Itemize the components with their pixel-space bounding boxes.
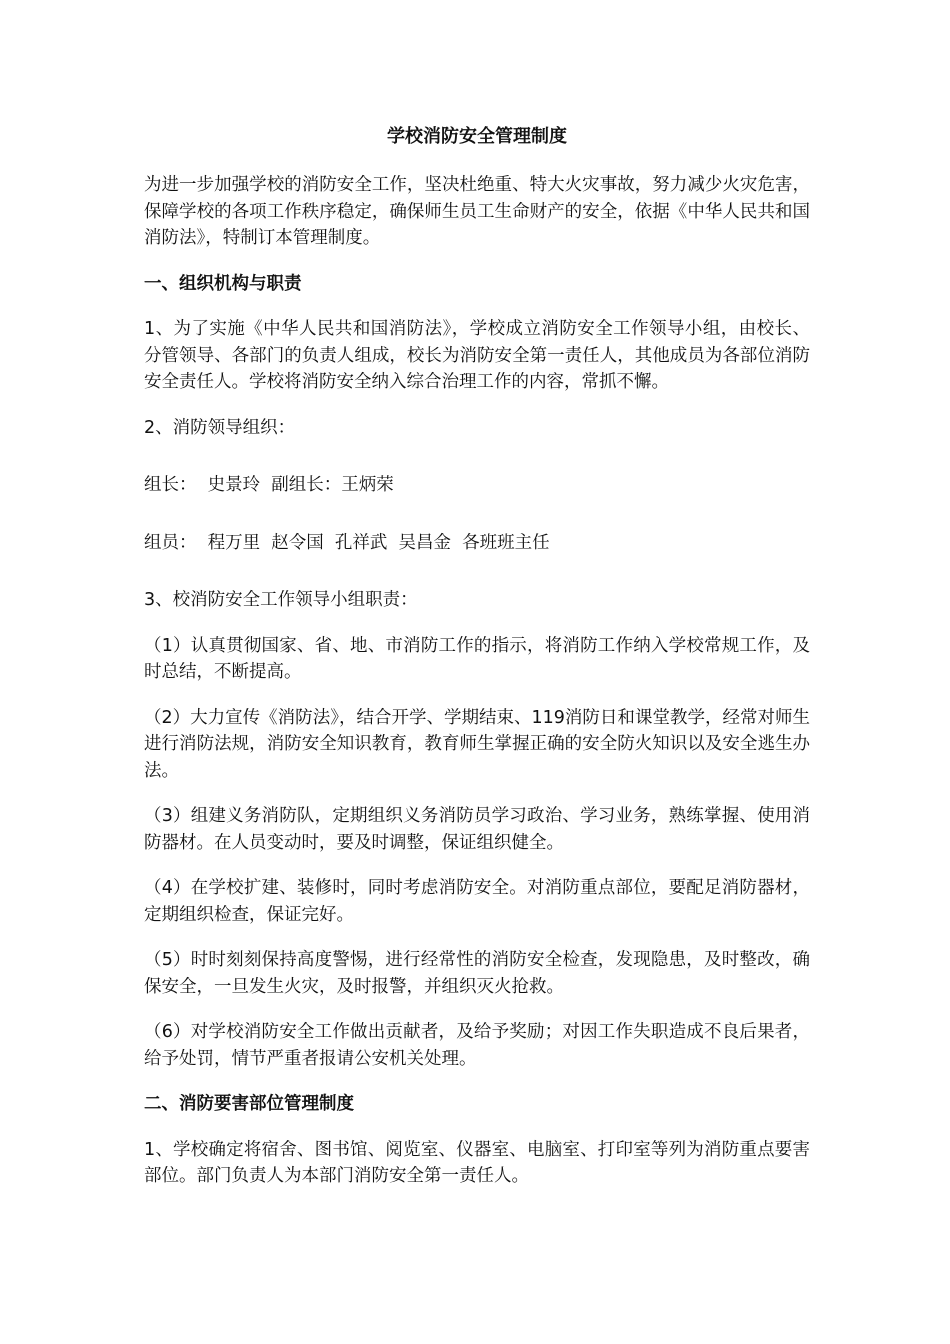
duty-item: （2）大力宣传《消防法》，结合开学、学期结束、119消防日和课堂教学，经常对师生进行消防法规，消防安全知识教育，教育师生掌握正确的安全防火知识以及安全逃生办法。	[144, 707, 810, 781]
key-areas-item-1: 1、学校确定将宿舍、图书馆、阅览室、仪器室、电脑室、打印室等列为消防重点要害部位。部门负责人为本部门消防安全第一责任人。	[144, 1139, 810, 1186]
duty-item: （1）认真贯彻国家、省、地、市消防工作的指示，将消防工作纳入学校常规工作，及时总结，不断提高。	[144, 635, 810, 682]
section-heading-key-areas: 二、消防要害部位管理制度	[144, 1094, 354, 1114]
organization-item-2: 2、消防领导组织：	[144, 417, 296, 438]
intro-paragraph: 为进一步加强学校的消防安全工作，坚决杜绝重、特大火灾事故，努力减少火灾危害，保障学校的各项工作秩序稳定，确保师生员工生命财产的安全，依据《中华人民共和国消防法》，特制订本管理制度。	[144, 175, 810, 248]
organization-item-1: 1、为了实施《中华人民共和国消防法》，学校成立消防安全工作领导小组，由校长、分管领导、各部门的负责人组成，校长为消防安全第一责任人，其他成员为各部位消防安全责任人。学校将消防安全纳入综合治理工作的内容，常抓不懈。	[144, 319, 810, 392]
document-title: 学校消防安全管理制度	[387, 126, 567, 147]
section-heading-organization: 一、组织机构与职责	[144, 273, 302, 294]
duty-item: （4）在学校扩建、装修时，同时考虑消防安全。对消防重点部位，要配足消防器材，定期组织检查，保证完好。	[144, 878, 810, 925]
members-line: 组员： 程万里 赵令国 孔祥武 吴昌金 各班班主任	[144, 532, 550, 553]
leaders-line: 组长： 史景玲 副组长：王炳荣	[144, 475, 394, 495]
duty-item: （5）时时刻刻保持高度警惕，进行经常性的消防安全检查，发现隐患，及时整改，确保安全，一旦发生火灾，及时报警，并组织灭火抢救。	[144, 950, 810, 997]
organization-item-3: 3、校消防安全工作领导小组职责：	[144, 590, 418, 610]
duty-item: （6）对学校消防安全工作做出贡献者，及给予奖励；对因工作失职造成不良后果者，给予处罚，情节严重者报请公安机关处理。	[144, 1022, 810, 1069]
document-body	[144, 122, 810, 1209]
duty-item: （3）组建义务消防队，定期组织义务消防员学习政治、学习业务，熟练掌握、使用消防器材。在人员变动时，要及时调整，保证组织健全。	[144, 806, 810, 853]
